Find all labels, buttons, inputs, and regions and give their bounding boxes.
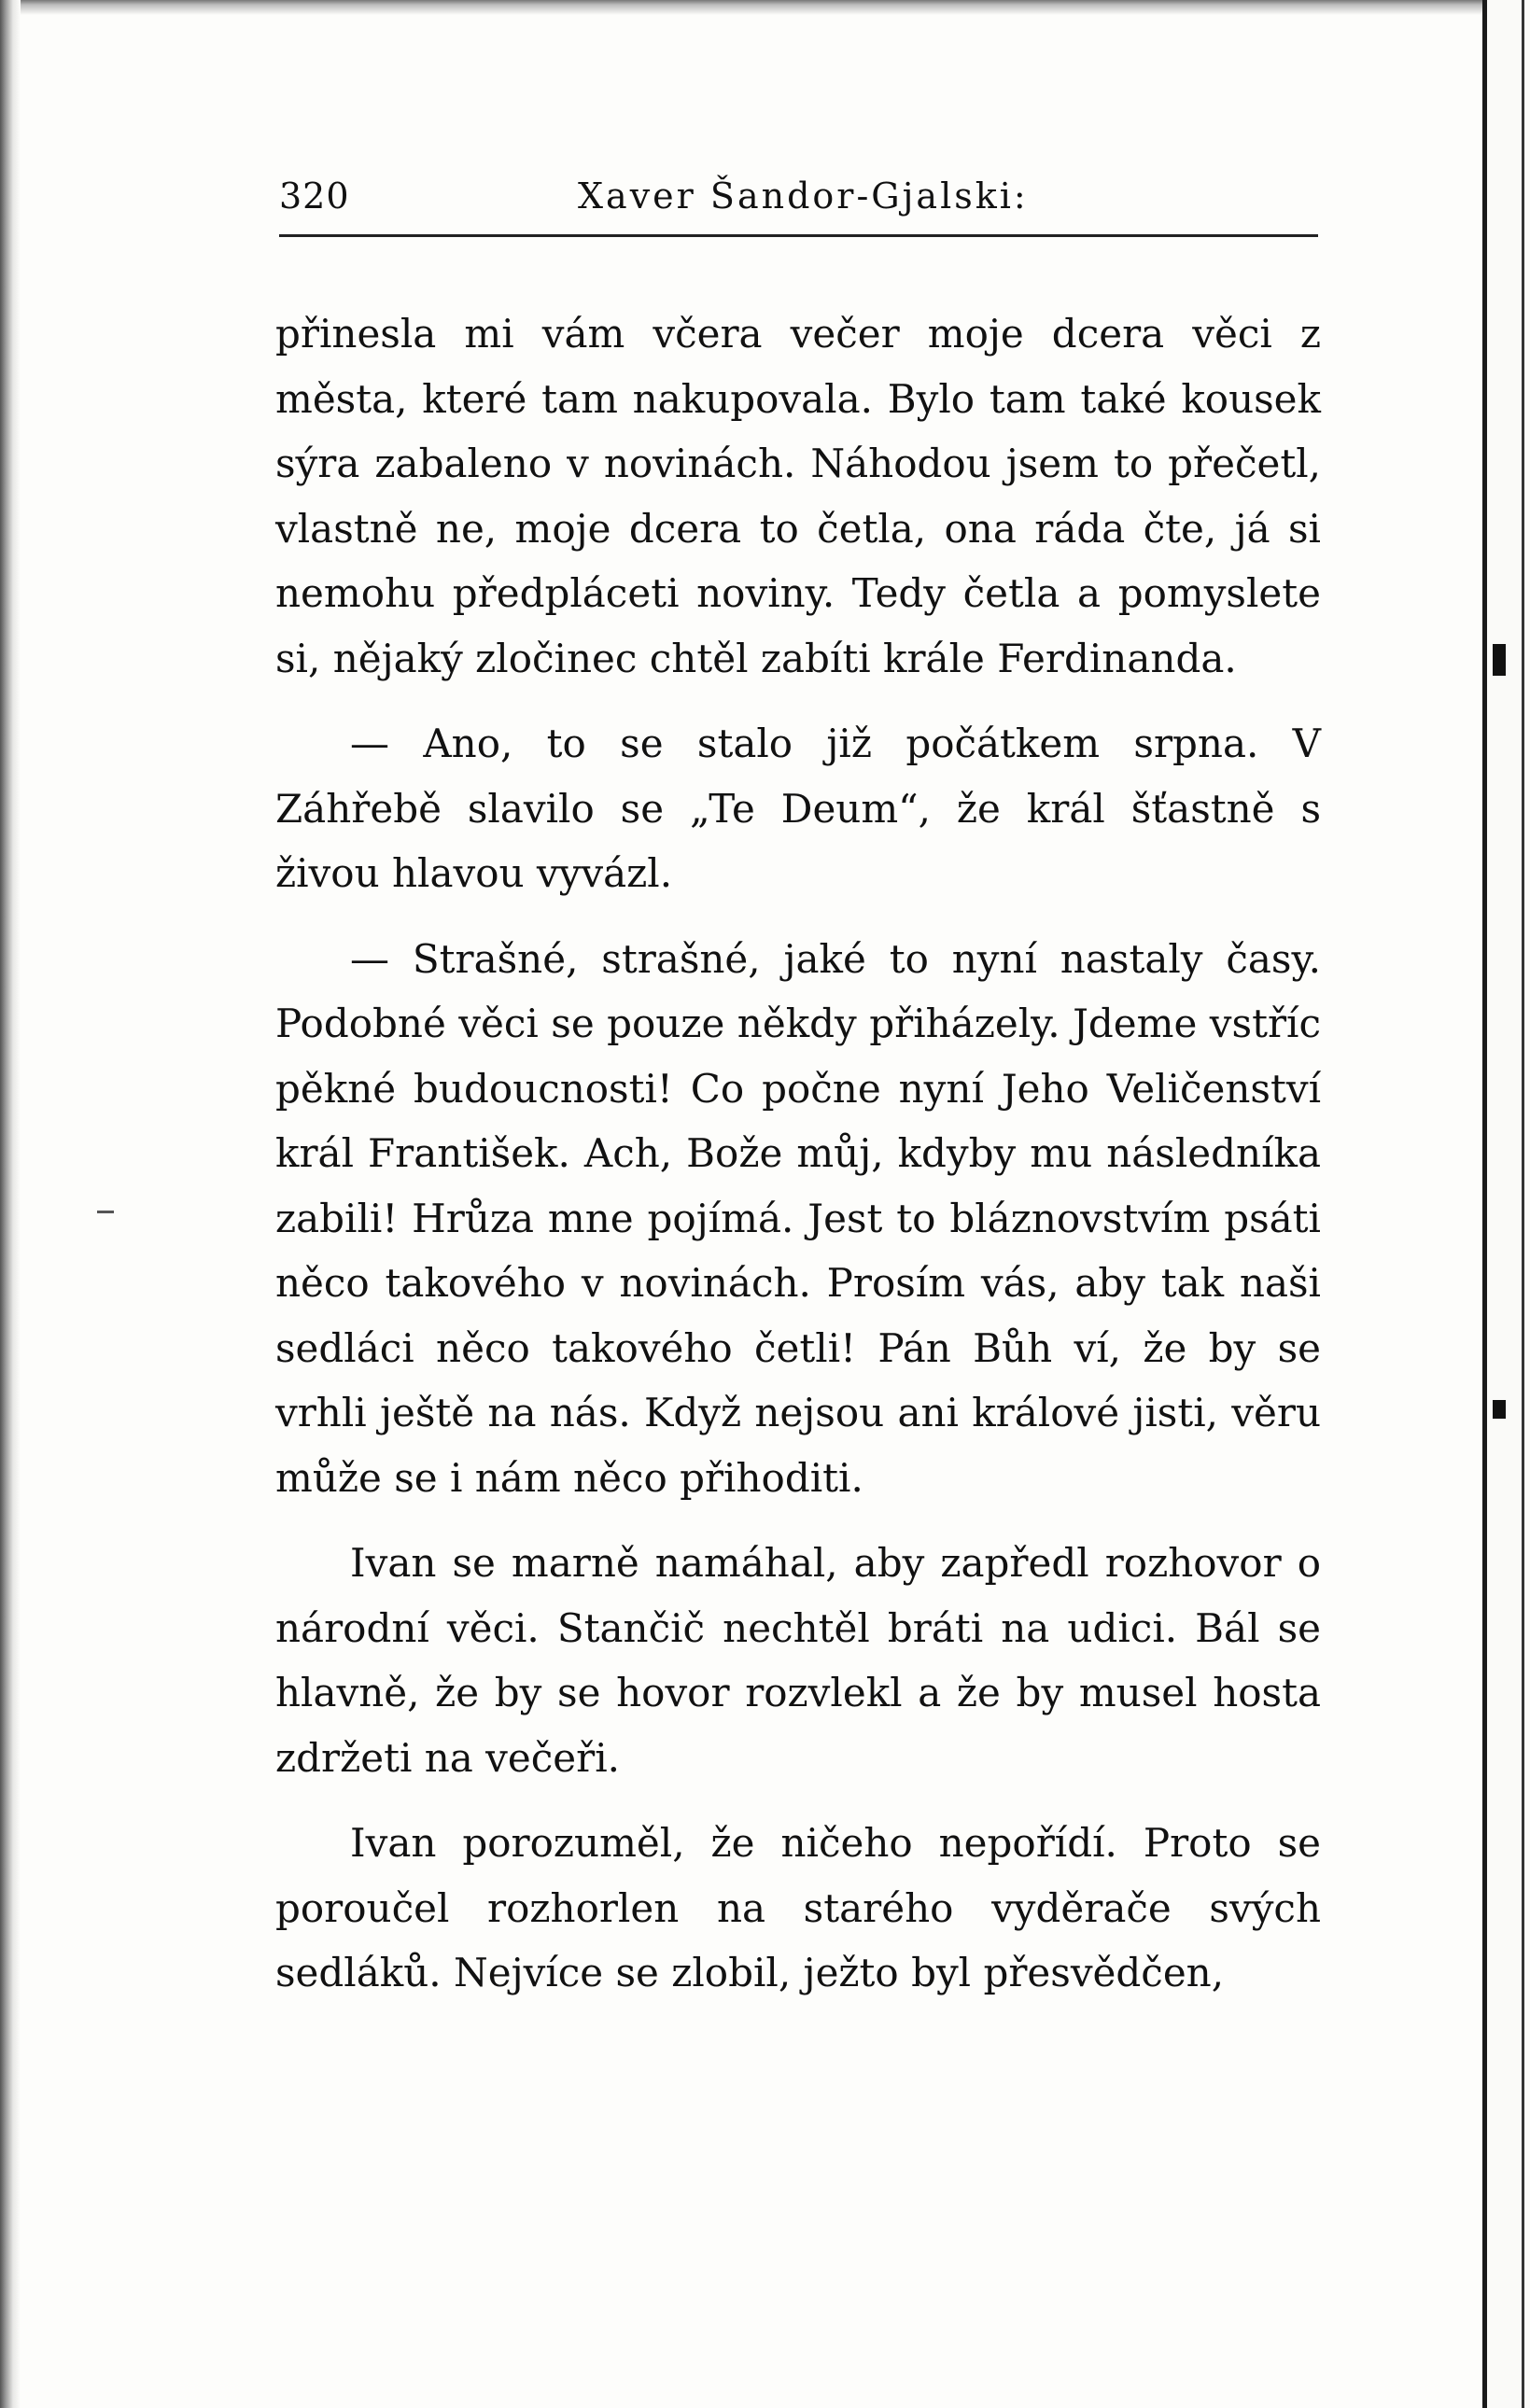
paragraph-gap — [275, 906, 1321, 927]
page-top-edge — [0, 0, 1530, 15]
paragraph: — Ano, to se stalo již počátkem srpna. V Záhřebě slavilo se „Te Deum“, že král šťastně s živou hlavou vyvázl. — [275, 721, 1321, 896]
paragraph: přinesla mi vám včera večer moje dcera věci z města, které tam nakupovala. Bylo tam také kousek sýra zabaleno v novinách. Náhodou jsem to přečetl, vlastně ne, moje dcera to četla, ona ráda čte, já si nemohu předpláceti noviny. Tedy četla a pomyslete si, nějaký zločinec chtěl zabíti krále Ferdinanda. — [275, 311, 1321, 681]
paragraph-gap — [275, 1790, 1321, 1811]
page-left-edge — [0, 0, 21, 2408]
body-text — [275, 301, 1321, 2006]
paragraph: Ivan se marně namáhal, aby zapředl rozhovor o národní věci. Stančič nechtěl bráti na udici. Bál se hlavně, že by se hovor rozvlekl a že by musel hosta zdržeti na večeři. — [275, 1540, 1321, 1781]
binding-mark — [1493, 1400, 1506, 1419]
paragraph: Ivan porozuměl, že ničeho nepořídí. Proto se poroučel rozhorlen na starého vyděrače svých sedláků. Nejvíce se zlobil, ježto byl přesvědčen, — [275, 1820, 1321, 1995]
paragraph-gap — [275, 1510, 1321, 1531]
page-outer-edge — [1522, 0, 1524, 2408]
running-title: Xaver Šandor-Gjalski: — [578, 175, 1029, 217]
binding-mark — [1493, 644, 1506, 676]
header-rule — [279, 234, 1318, 237]
page-number: 320 — [279, 175, 350, 217]
paragraph-gap — [275, 691, 1321, 711]
paragraph: — Strašné, strašné, jaké to nyní nastaly časy. Podobné věci se pouze někdy přiházely. Jdeme vstříc pěkné budoucnosti! Co počne nyní Jeho Veličenství král František. Ach, Bože můj, kdyby mu následníka zabili! Hrůza mne pojímá. Jest to bláznovstvím psáti něco takového v novinách. Prosím vás, aby tak naši sedláci něco takového četli! Pán Bůh ví, že by se vrhli ještě na nás. Když nejsou ani králové jisti, věru může se i nám něco přihoditi. — [275, 935, 1321, 1501]
running-head — [279, 170, 1318, 230]
margin-mark — [97, 1211, 114, 1213]
